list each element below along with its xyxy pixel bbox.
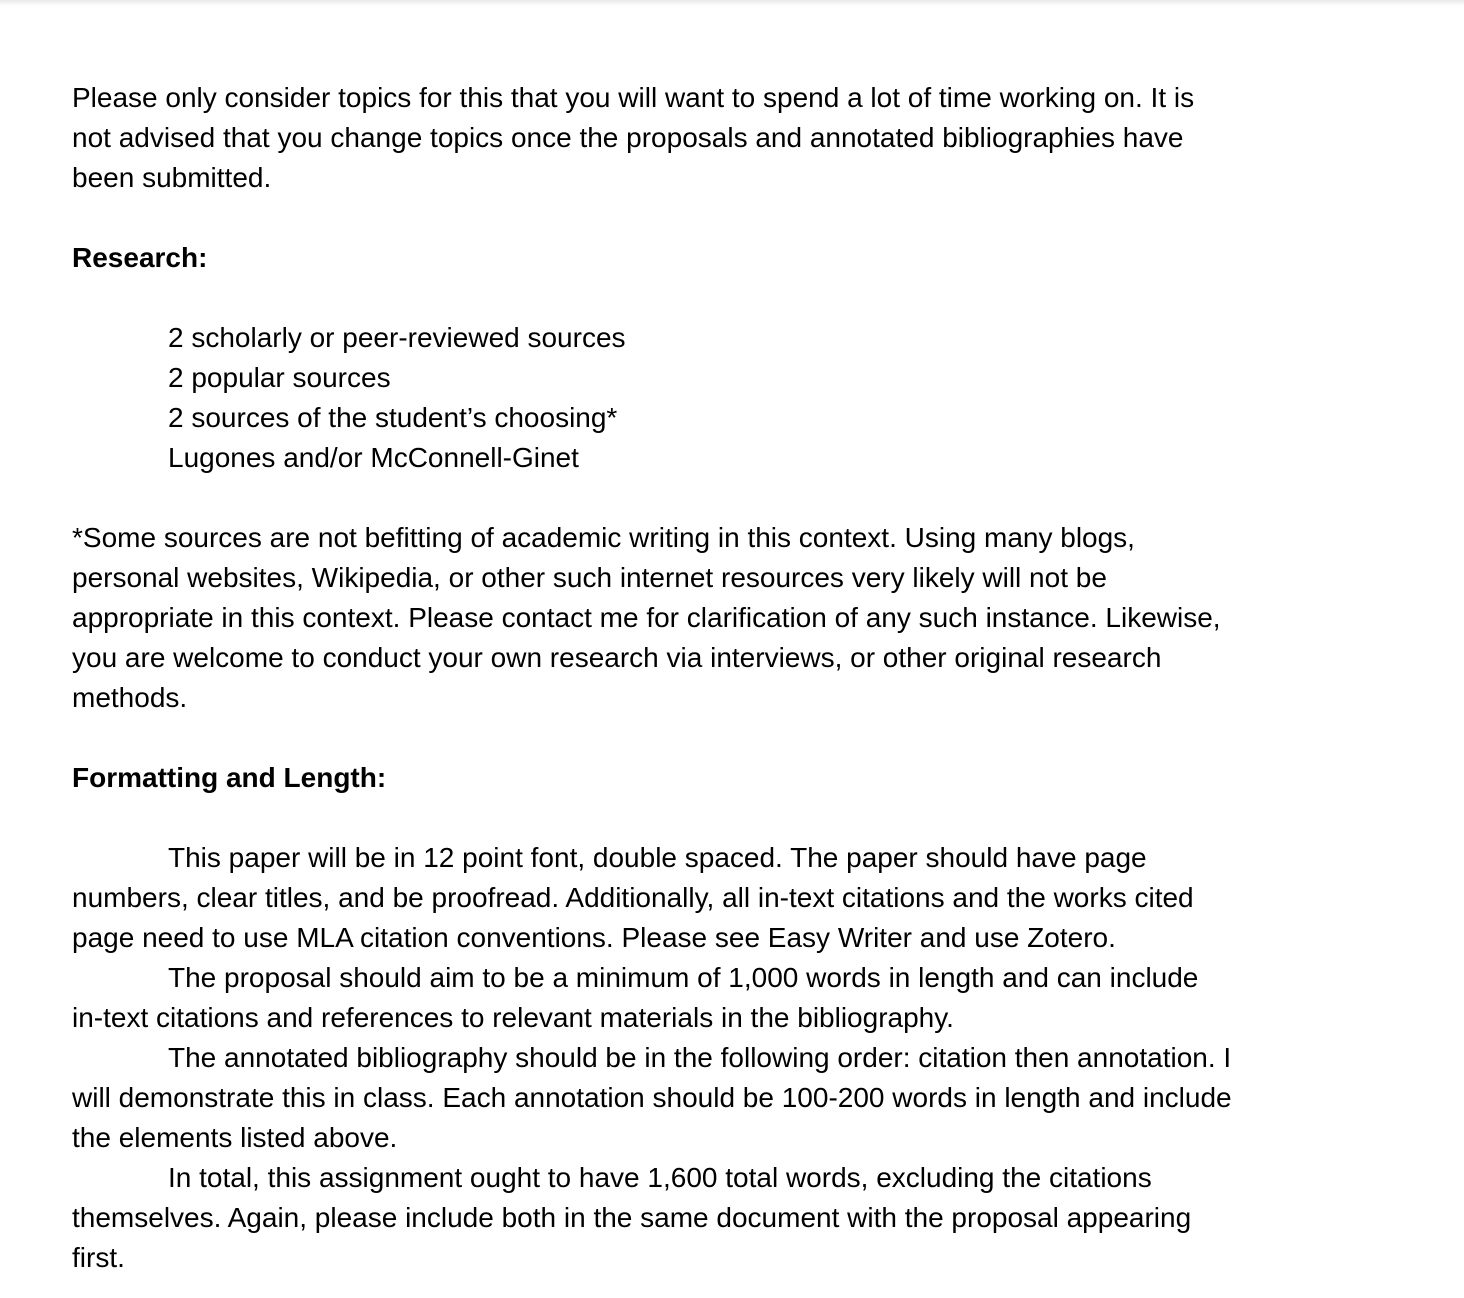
paragraph-line: the elements listed above.	[72, 1122, 398, 1153]
paragraph-line: first.	[72, 1242, 125, 1273]
bibliography-paragraph	[72, 1038, 1332, 1158]
paragraph-line: in-text citations and references to relevant materials in the bibliography.	[72, 1002, 954, 1033]
note-line: personal websites, Wikipedia, or other such internet resources very likely will not be	[72, 562, 1107, 593]
paragraph-line: This paper will be in 12 point font, double spaced. The paper should have page	[168, 842, 1147, 873]
paragraph-line: will demonstrate this in class. Each annotation should be 100-200 words in length and include	[72, 1082, 1232, 1113]
source-item: 2 scholarly or peer-reviewed sources	[168, 322, 626, 353]
source-item: Lugones and/or McConnell-Ginet	[168, 442, 579, 473]
source-item: 2 popular sources	[168, 362, 391, 393]
source-item: 2 sources of the student’s choosing*	[168, 402, 618, 433]
note-line: appropriate in this context. Please contact me for clarification of any such instance. Likewise,	[72, 602, 1221, 633]
formatting-heading: Formatting and Length:	[72, 762, 387, 793]
note-line: methods.	[72, 682, 188, 713]
document-page	[72, 78, 1332, 1278]
paragraph-line: page need to use MLA citation conventions. Please see Easy Writer and use Zotero.	[72, 922, 1116, 953]
paragraph-line: numbers, clear titles, and be proofread. Additionally, all in-text citations and the works cited	[72, 882, 1194, 913]
paragraph-line: The annotated bibliography should be in the following order: citation then annotation. I	[168, 1042, 1232, 1073]
intro-line: not advised that you change topics once the proposals and annotated bibliographies have	[72, 122, 1184, 153]
proposal-length-paragraph	[72, 958, 1332, 1038]
total-length-paragraph	[72, 1158, 1332, 1278]
note-line: *Some sources are not befitting of academic writing in this context. Using many blogs,	[72, 522, 1135, 553]
intro-line: Please only consider topics for this that you will want to spend a lot of time working on. It is	[72, 82, 1195, 113]
note-line: you are welcome to conduct your own research via interviews, or other original research	[72, 642, 1162, 673]
paragraph-line: The proposal should aim to be a minimum of 1,000 words in length and can include	[168, 962, 1199, 993]
intro-paragraph	[72, 78, 1332, 198]
intro-line: been submitted.	[72, 162, 272, 193]
research-heading: Research:	[72, 242, 208, 273]
sources-note	[72, 518, 1332, 718]
page-top-edge	[0, 0, 1464, 6]
paragraph-line: themselves. Again, please include both in the same document with the proposal appearing	[72, 1202, 1192, 1233]
paragraph-line: In total, this assignment ought to have 1,600 total words, excluding the citations	[168, 1162, 1152, 1193]
formatting-paragraph	[72, 838, 1332, 958]
sources-list	[72, 318, 1332, 478]
